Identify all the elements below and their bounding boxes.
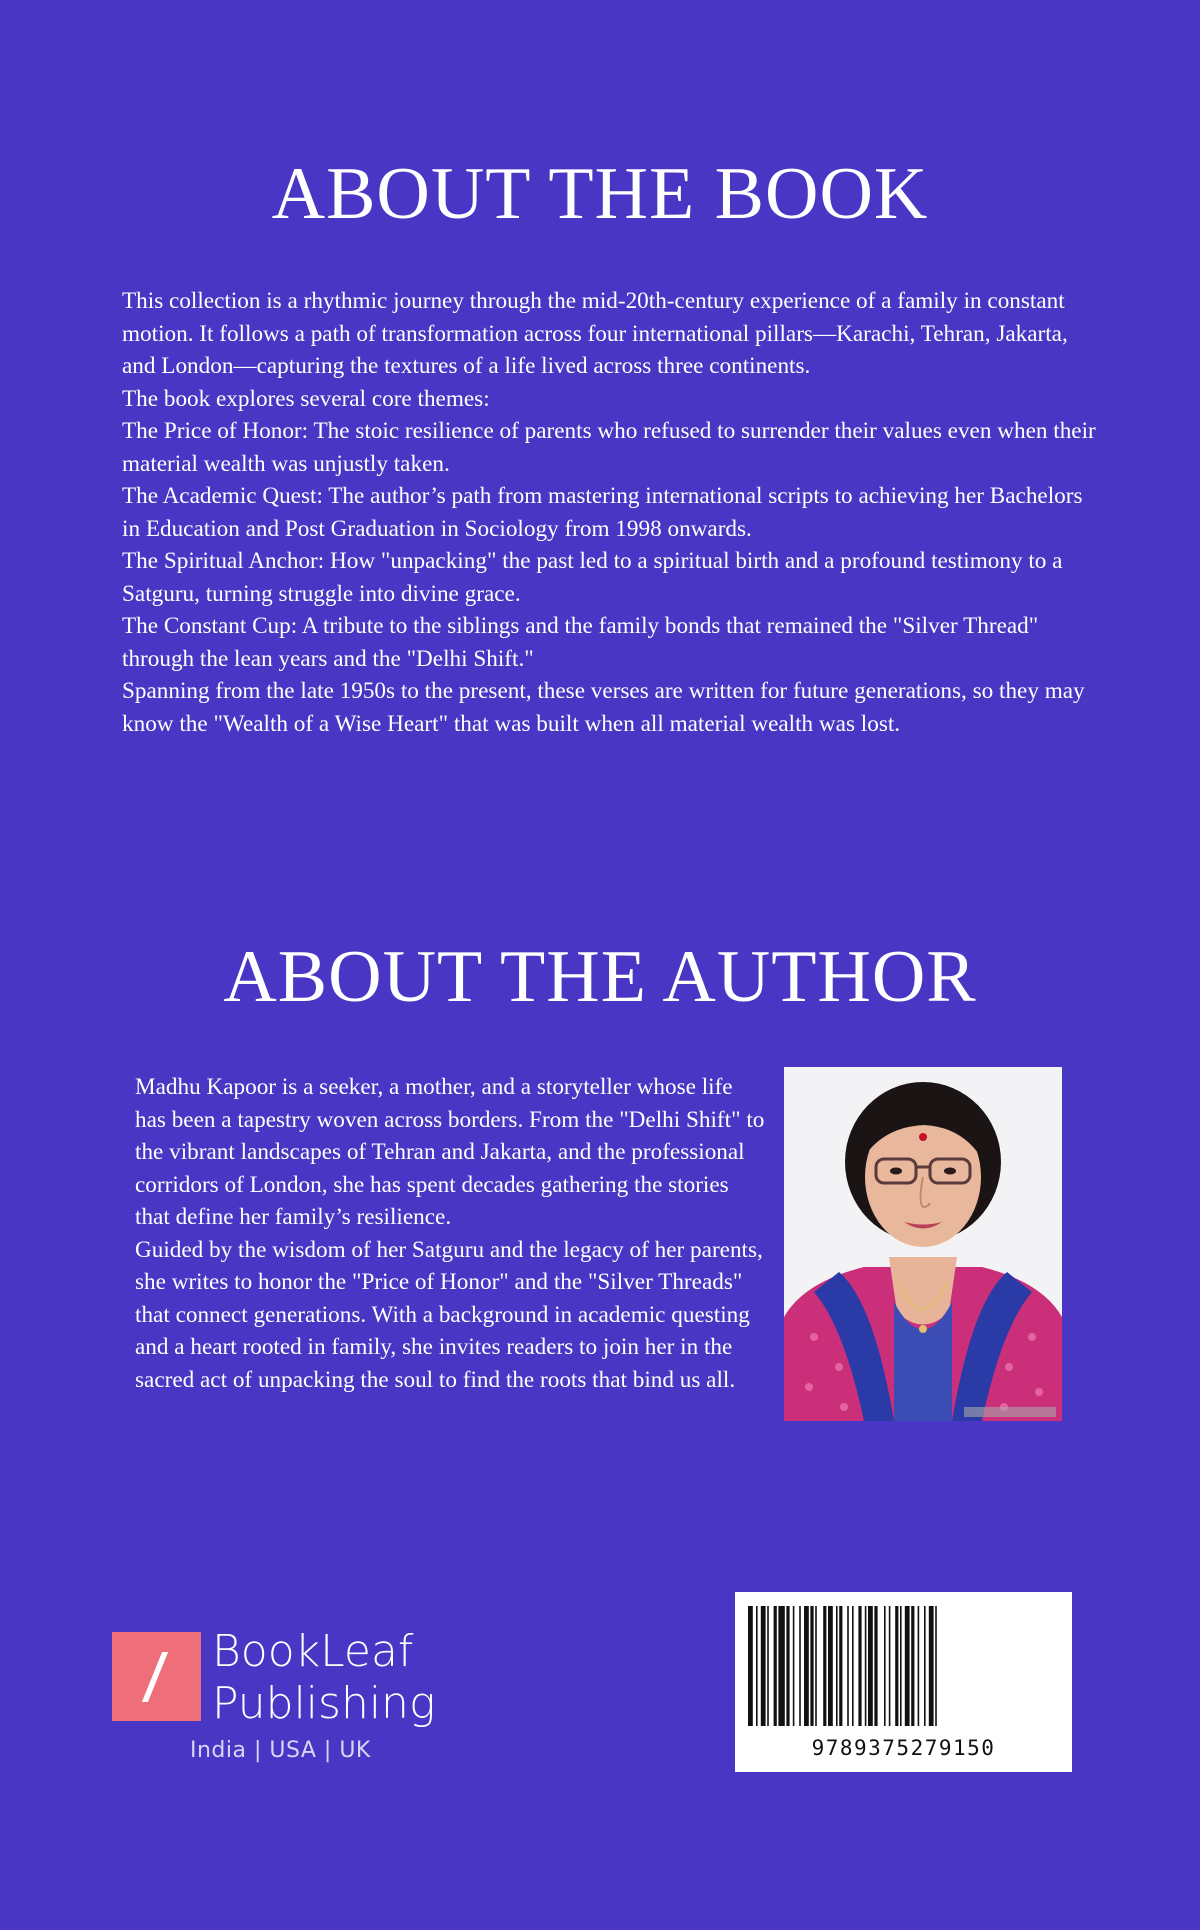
about-book-title: ABOUT THE BOOK (271, 153, 929, 235)
isbn-number: 9789375279150 (811, 1736, 996, 1760)
slash-logo-icon (112, 1632, 201, 1721)
about-author-title: ABOUT THE AUTHOR (223, 936, 977, 1018)
book-paragraph: The Price of Honor: The stoic resilience of parents who refused to surrender their values even when their material wealth was unjustly taken. (122, 418, 1096, 477)
book-paragraph: The Constant Cup: A tribute to the siblings and the family bonds that remained the "Silver Thread" through the lean years and the "Delhi Shift." (122, 613, 1039, 672)
book-paragraph: The Academic Quest: The author’s path from mastering international scripts to achieving her Bachelors in Education and Post Graduation in Sociology from 1998 onwards. (122, 483, 1083, 542)
publisher-name-line1: BookLeaf (212, 1626, 414, 1677)
author-portrait-illustration (784, 1067, 1062, 1421)
author-photo (784, 1067, 1062, 1421)
author-paragraph: Guided by the wisdom of her Satguru and the legacy of her parents, she writes to honor the "Price of Honor" and the "Silver Threads" that connect generations. With a background in academic questing and a heart rooted in family, she invites readers to join her in the sacred act of unpacking the soul to find the roots that bind us all. (135, 1236, 763, 1393)
book-paragraph: The book explores several core themes: (122, 385, 490, 412)
about-book-text (122, 285, 1102, 740)
book-paragraph: The Spiritual Anchor: How "unpacking" the past led to a spiritual birth and a profound testimony to a Satguru, turning struggle into divine grace. (122, 548, 1063, 607)
bookleaf-publishing-logo (112, 1626, 452, 1776)
isbn-barcode (735, 1592, 1072, 1772)
book-paragraph: This collection is a rhythmic journey through the mid-20th-century experience of a family in constant motion. It follows a path of transformation across four international pillars—Karachi, Tehran, Jakarta, and London—capturing the textures of a life lived across three continents. (122, 288, 1068, 379)
book-paragraph: Spanning from the late 1950s to the present, these verses are written for future generations, so they may know the "Wealth of a Wise Heart" that was built when all material wealth was lost. (122, 678, 1085, 737)
about-author-text (135, 1071, 765, 1396)
author-paragraph: Madhu Kapoor is a seeker, a mother, and a storyteller whose life has been a tapestry woven across borders. From the "Delhi Shift" to the vibrant landscapes of Tehran and Jakarta, and the professional corridors of London, she has spent decades gathering the stories that define her family’s resilience. (135, 1074, 765, 1230)
publisher-regions: India | USA | UK (190, 1738, 371, 1763)
publisher-name (212, 1626, 435, 1730)
publisher-name-line2: Publishing (212, 1678, 436, 1729)
barcode-icon (735, 1592, 1072, 1732)
